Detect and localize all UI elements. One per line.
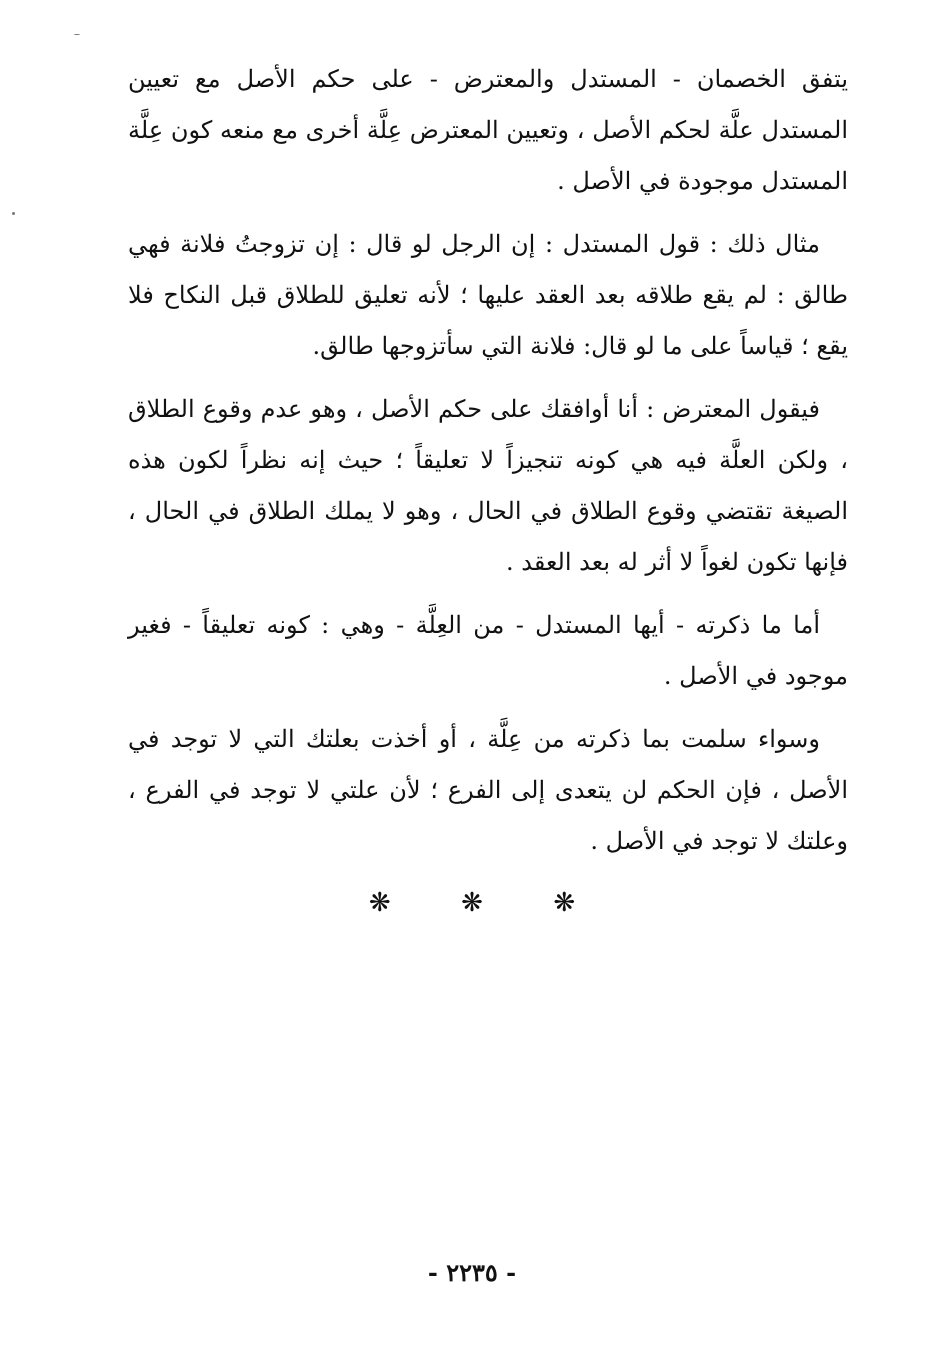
paragraph-5: وسواء سلمت بما ذكرته من عِلَّة ، أو أخذت بعلتك التي لا توجد في الأصل ، فإن الحكم لن يتعدى إلى الفرع ؛ لأن علتي لا توجد في الفرع ، وعلتك لا توجد في الأصل .: [128, 725, 848, 855]
paragraph-1: يتفق الخصمان - المستدل والمعترض - على حكم الأصل مع تعيين المستدل علَّة لحكم الأصل ، وتعيين المعترض عِلَّة أخرى مع منعه كون عِلَّة المستدل موجودة في الأصل .: [128, 65, 848, 195]
separator-star-3: ❋: [553, 888, 576, 918]
paragraph-4: أما ما ذكرته - أيها المستدل - من العِلَّة - وهي : كونه تعليقاً - فغير موجود في الأصل .: [128, 611, 848, 690]
separator-star-2: ❋: [461, 888, 483, 918]
scan-speck: [12, 212, 15, 215]
body-text: [128, 54, 848, 879]
paragraph-3: فيقول المعترض : أنا أوافقك على حكم الأصل ، وهو عدم وقوع الطلاق ، ولكن العلَّة فيه هي كونه تنجيزاً لا تعليقاً ؛ حيث إنه نظراً لكون هذه الصيغة تقتضي وقوع الطلاق في الحال ، وهو لا يملك الطلاق في الحال ، فإنها تكون لغواً لا أثر له بعد العقد .: [128, 395, 849, 576]
scan-speck: [74, 34, 80, 35]
section-separator: [0, 888, 944, 918]
page-number: - ٢٢٣٥ -: [427, 1258, 517, 1287]
separator-star-1: ❋: [368, 888, 391, 918]
paragraph-2: مثال ذلك : قول المستدل : إن الرجل لو قال : إن تزوجتُ فلانة فهي طالق : لم يقع طلاقه بعد العقد عليها ؛ لأنه تعليق للطلاق قبل النكاح فلا يقع ؛ قياساً على ما لو قال: فلانة التي سأتزوجها طالق.: [128, 230, 848, 360]
